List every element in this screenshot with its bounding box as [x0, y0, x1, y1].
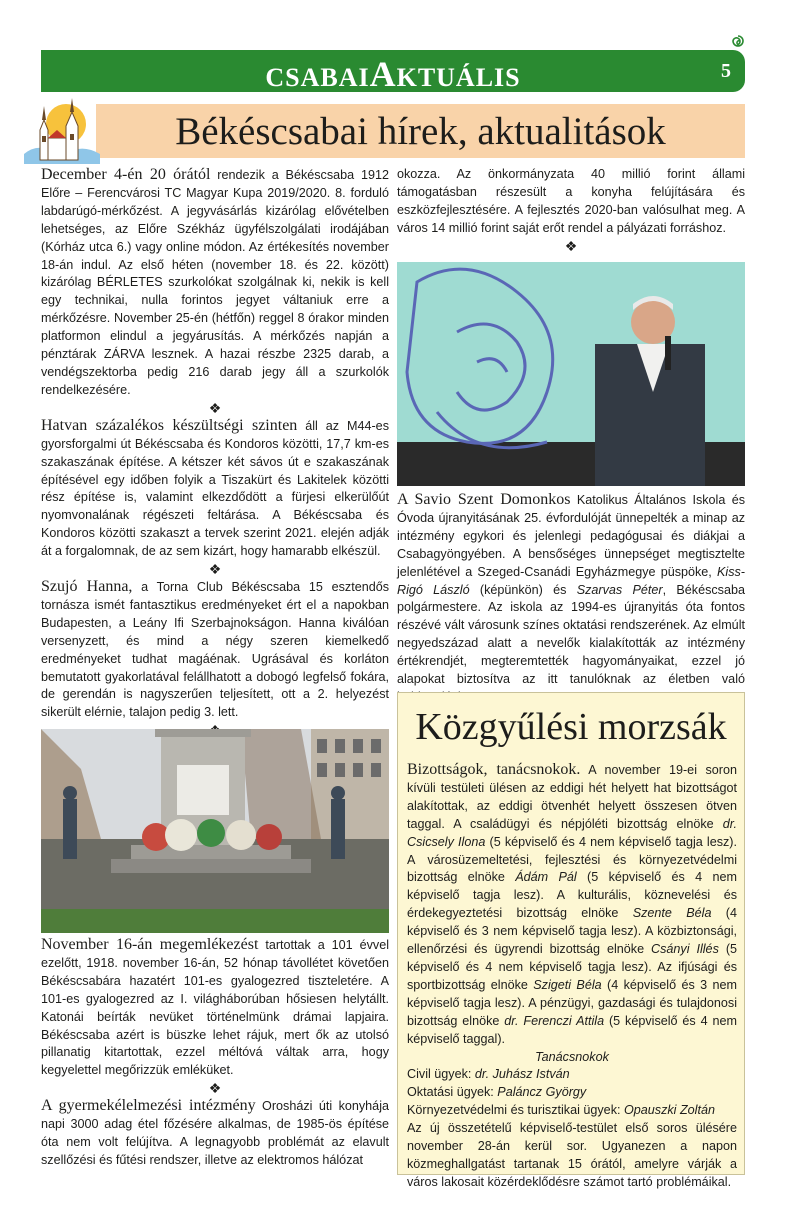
advisor-line — [407, 1084, 737, 1102]
advisor-line — [407, 1102, 737, 1120]
text-run: (4 képviselő és 3 nem képviselő tagja lesz). A közbiztonsági, ellenőrzési és ügyrendi bizottság elnöke — [407, 906, 737, 957]
left-column — [41, 166, 389, 739]
person-name: dr. Juhász István — [474, 1067, 570, 1082]
kozgyules-closing: Az új összetételű képviselő-testület első soros ülésére november 28-án kerül sor. Ugyanezen a napon közmeghallgatást tartanak 15 órától, amelyre várják a város lakosait közérdeklődésre számot tartó problémáikal. — [407, 1121, 737, 1189]
text-run: (5 képviselő és 4 nem képviselő tagja lesz). A városüzemeltetési, fejlesztési és környezetvédelmi bizottság elnöke — [407, 834, 737, 885]
right-column-savio — [397, 491, 745, 707]
article-body: tartottak a 101 évvel ezelőtt, 1918. november 16-án, 52 hónap távollétet követően Békéscsabára hazatért 101-es gyalogezred tiszteletére. A 101-es gyalogezred az I. világháborúban hősiesen helytállt. Katonái beírták nevüket történelmünk drámai lapjaira. Békéscsaba azért is büszke lehet rájuk, mert ők az utolsó pillanatig kitartottak, ezzel méltóvá váltak arra, hogy kegyelettel megőrizzük emléküket. — [41, 938, 389, 1078]
article-m44 — [41, 417, 389, 561]
advisor-area: Környezetvédelmi és turisztikai ügyek: — [407, 1103, 624, 1118]
kozgyules-subhead: Tanácsnokok — [535, 1049, 609, 1064]
separator-ornament: ❖ — [208, 1080, 222, 1097]
article-lead: Hatvan százalékos készültségi szinten — [41, 416, 298, 434]
article-body: a Torna Club Békéscsaba 15 esztendős tornásza ismét fantasztikus eredményeket ért el a napokban Budapesten, a Leány Ifi Szerbajnokságon. Hanna kiválóan versenyzett, és mind a négy szeren kiemelkedő eredményeket tudhat magáénak. Ugrásával és korláton bemutatott gyakorlatával felállhatott a dobogó legfelső fokára, de gerendán is nagyszerűen teljesített, ott a 2. helyezést sikerült elérnie, talajon pedig 3. lett. — [41, 580, 390, 720]
article-body: rendezik a Békéscsaba 1912 Előre – Ferencvárosi TC Magyar Kupa 2019/2020. 8. forduló labdarúgó-mérkőzést. A jegyvásárlás kizárólag elővételben lehetséges, az Előre Székház ügyfélszolgálati irodájában (Kórház utca 6.) vagy online módon. Az értékesítés november 18-án indul. Az első héten (november 18. és 22. között) kizárólag BÉRLETES szurkolókat szolgálnak ki, nekik is kell egy technikai, nulla forintos jegyet váltaniuk erre a mérkőzésre. November 25-én (hétfőn) reggel 8 órakor minden platformon elindul a jegyárusítás. A mérkőzés napján a pénztárak ZÁRVA lesznek. A hazai részbe 2325 darab, a vendégszektorba pedig 216 darab jegy áll a szurkolók rendelkezésére. — [41, 168, 389, 397]
article-body: áll az M44-es gyorsforgalmi út Békéscsaba és Kondoros közötti, 17,7 km-es szakaszának építése. A kétszer két sávos út e szakaszának építésével egy időben folyik a Tiszakürt és Lakitelek közötti rész építése is, valamint elkezdődött a fürjesi elkerülőút nyomvonalának régészeti feltárása. A Békéscsaba és Kondoros közötti szakaszt a tervek szerint 2021. elején adják át a forgalomnak, de az sem kizárt, hogy hamarabb elkészül. — [41, 418, 389, 559]
article-lead: A gyermekélelmezési intézmény — [41, 1097, 256, 1115]
header-band — [41, 50, 745, 92]
article-megemlekezes — [41, 936, 389, 1080]
kozgyules-body — [407, 761, 737, 1192]
person-name: Paláncz György — [497, 1085, 587, 1100]
swirl-icon — [731, 34, 745, 48]
masthead-title — [41, 50, 745, 102]
person-name: Szigeti Béla — [533, 977, 602, 992]
article-lead: Bizottságok, tanácsnokok. — [407, 761, 581, 778]
person-name: Opauszki Zoltán — [623, 1103, 715, 1118]
text-run: (5 képviselő és 4 nem képviselő tagja lesz). Az ifjúsági és sportbizottság elnöke — [407, 942, 738, 992]
separator-ornament: ❖ — [564, 237, 578, 254]
article-body: Katolikus Általános Iskola és Óvoda újranyitásának 25. évfordulóját ünnepelték a minap az intézmény egykori és jelenlegi pedagógusai és diákjai a Csabagyöngyében. A bensőséges ünnepséget megtisztelte jelenlétével a Szeged-Csanádi Egyházmegye püspöke, — [397, 493, 746, 579]
article-lead: November 16-án megemlékezést — [41, 936, 259, 953]
person-name: Ádám Pál — [515, 870, 577, 885]
person-name: dr. Csicsely Ilona — [407, 816, 737, 849]
article-gyermekelmezes-continued: okozza. Az önkormányzata 40 millió forint állami támogatásban részesült a konyha felújítására és eszközfejlesztésére. A fejlesztés 2020-ban valósulhat meg. A város 14 millió forint saját erőt rendel a pályázati forráshoz. — [397, 167, 745, 235]
article-savio — [397, 491, 745, 707]
article-szujo — [41, 578, 389, 722]
text-run: (4 képviselő és 3 nem képviselő tagja lesz). A pénzügyi, gazdasági és tulajdonosi bizottság elnöke — [407, 977, 738, 1028]
article-gyermekelmezes — [41, 1097, 389, 1170]
article-body: , Békéscsaba polgármestere. Az iskola az 1994-es újranyitás óta fontos részévé vált városunk színes oktatási rendszerének. Az elmúlt negyedszázad alatt a nevelők kialakították az intézmény értékrendjét, megteremtették hagyományaikat, ezzel jó alapokat biztosítva az itt tanulóknak az életben való — [397, 582, 745, 687]
article-lead: December 4-én 20 órától — [41, 166, 211, 183]
person-name: dr. Ferenczi Attila — [504, 1013, 605, 1028]
right-column — [397, 166, 745, 255]
person-name: Szente Béla — [632, 906, 712, 921]
advisor-area: Oktatási ügyek: — [407, 1085, 498, 1100]
section-title: Békéscsabai hírek, aktualitások — [175, 110, 666, 153]
article-body: Orosházi úti konyhája napi 3000 adag étel főzésére alkalmas, de 1985-ös építése óta nem volt felújítva. A legnagyobb problémát az elavult szellőzési és fűtési rendszer, illetve az elektromos hálózat — [41, 1099, 389, 1167]
speaker-photo — [397, 262, 745, 486]
kozgyules-title: Közgyűlési morzsák — [415, 706, 727, 748]
kozgyules-paragraph — [407, 761, 737, 1049]
kozgyules-box — [397, 692, 745, 1189]
text-run: (5 képviselő és 4 nem képviselő tagja lesz). A kulturális, köznevelési és érdekegyeztetési bizottság elnöke — [407, 870, 737, 921]
masthead-big-letter: A — [369, 54, 397, 94]
memorial-photo — [41, 729, 389, 933]
article-body: (képünkön) és — [469, 582, 577, 597]
person-name: Szarvas Péter — [576, 582, 663, 597]
masthead-suffix: KTUÁLIS — [396, 63, 521, 92]
article-lead: A Savio Szent Domonkos — [397, 491, 571, 508]
church-icon — [22, 96, 102, 164]
masthead-prefix: CSABAI — [265, 63, 370, 92]
advisor-area: Civil ügyek: — [407, 1067, 475, 1082]
person-name: Kiss-Rigó László — [397, 564, 745, 597]
article-lead: Szujó Hanna, — [41, 578, 133, 596]
text-run: A november 19-ei soron kívüli testületi ülésen az eddigi hét helyett hat bizottságot alakítottak, az eddigi ötvenhét helyett összesen ötven taggal. A családügyi és népjóléti bizottság elnöke — [407, 763, 738, 831]
left-column-lower — [41, 936, 389, 1170]
article-kupa — [41, 166, 389, 400]
person-name: Csányi Illés — [651, 942, 719, 957]
separator-ornament: ❖ — [208, 399, 222, 416]
text-run: (5 képviselő és 4 nem képviselő taggal). — [407, 1013, 737, 1046]
page-number: 5 — [721, 60, 731, 82]
separator-ornament: ❖ — [208, 561, 222, 578]
advisor-line — [407, 1066, 737, 1084]
section-band — [96, 104, 745, 158]
